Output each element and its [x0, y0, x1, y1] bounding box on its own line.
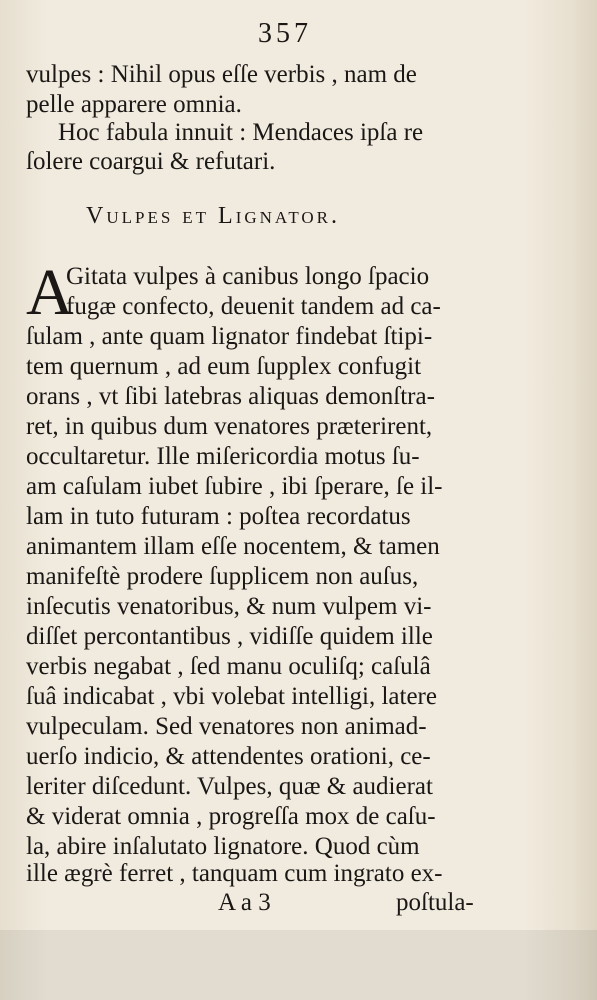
fable-line: animantem illam eſſe nocentem, & tamen [26, 533, 440, 560]
fable-line: tem quernum , ad eum ſupplex confugit [26, 353, 422, 380]
fable-title: Vulpes et Lignator. [86, 203, 341, 229]
fable-line: ille ægrè ferret , tanquam cum ingrato ex- [26, 860, 443, 887]
moral-line: Hoc fabula innuit : Mendaces ipſa re [58, 119, 424, 146]
fable-line: ſuâ indicabat , vbi volebat intelligi, latere [26, 683, 437, 710]
fable-line: Gitata vulpes à canibus longo ſpacio [66, 263, 430, 290]
fable-line: leriter diſcedunt. Vulpes, quæ & audierat [26, 773, 433, 800]
signature-mark: A a 3 [218, 889, 271, 916]
fable-line: ret, in quibus dum venatores præterirent, [26, 413, 433, 440]
fable-line: manifeſtè prodere ſupplicem non auſus, [26, 563, 419, 590]
fable-line: verbis negabat , ſed manu oculiſq; caſulâ [26, 653, 431, 680]
fable-line: lam in tuto futuram : poſtea recordatus [26, 503, 411, 530]
page-number: 357 [258, 18, 312, 49]
fable-line: la, abire inſalutato lignatore. Quod cùm [26, 833, 420, 860]
fable-line: am caſulam iubet ſubire , ibi ſperare, ſe il- [26, 473, 443, 500]
drop-cap: A [26, 256, 74, 329]
fable-line: inſecutis venatoribus, & num vulpem vi- [26, 593, 432, 620]
text-line: pelle apparere omnia. [26, 91, 242, 118]
fable-line: occultaretur. Ille miſericordia motus ſu- [26, 443, 420, 470]
fable-line: diſſet percontantibus , vidiſſe quidem ille [26, 623, 433, 650]
fable-line: ſulam , ante quam lignator findebat ſtipi- [26, 323, 433, 350]
fable-line: orans , vt ſibi latebras aliquas demonſtra- [26, 383, 435, 410]
moral-line: ſolere coargui & refutari. [26, 148, 276, 175]
fable-line: & viderat omnia , progreſſa mox de caſu- [26, 803, 436, 830]
fable-line: fugæ confecto, deuenit tandem ad ca- [66, 293, 441, 320]
fable-line: vulpeculam. Sed venatores non animad- [26, 713, 427, 740]
fable-line: uerſo indicio, & attendentes orationi, ce- [26, 743, 431, 770]
text-line: vulpes : Nihil opus eſſe verbis , nam de [26, 61, 417, 88]
catchword: poſtula- [396, 889, 474, 916]
